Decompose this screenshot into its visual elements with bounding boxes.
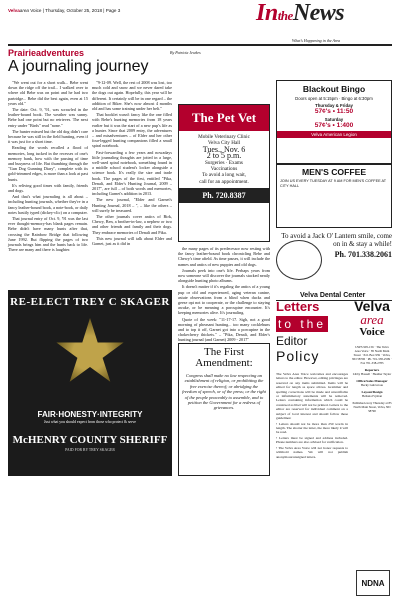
reporters-heading: Reporters <box>364 368 380 372</box>
pet-vet-line: To avoid a long wait, <box>202 172 246 179</box>
first-amendment-title: The First Amendment: <box>195 346 253 369</box>
policy-word: Policy <box>276 348 320 364</box>
paragraph: That booklet wasn't fancy like the one filled with Bebe's hunting memories from 18 years earlier but it was the start of a new pup's life as a hunter. Since that 2009 entry, the adventures – and misadventures – of Elder and her other four-legged hunting companions filled a small spiral notebook. <box>92 112 172 149</box>
paragraph: The other journals cover antics of Birk, Chewy, Ben, a brother-in-law, a nephew or two and other friends and family and their dogs. They embrace memories of Denali and Pika. <box>92 214 172 235</box>
dental-text: To avoid a Jack O' Lantern smile, come on in & stay a while! <box>281 232 392 249</box>
mens-coffee-body: JOIN US EVERY TUESDAY AT 9 AM FOR MEN'S COFFEE AT CITY HALL <box>280 179 387 188</box>
issue-brand: Velva <box>8 8 20 13</box>
masthead-rule <box>8 44 392 46</box>
bingo-day-2: Saturday <box>324 117 344 122</box>
bingo-footer: Velva American Legion <box>277 131 391 138</box>
campaign-disclaimer: PAID FOR BY TREY SKAGER <box>65 448 115 452</box>
policy-paragraph: • Letters should not be more than 250 words in length. The shorter the letter, the more likely it will be read. <box>276 421 348 435</box>
published-info: Published every Thursday at 85 North Main Street, Velva, ND 58790 <box>352 401 392 413</box>
sheriff-campaign-ad <box>8 290 172 476</box>
reporters: Libby Hassell · Heather Taylor <box>352 372 392 376</box>
pet-vet-body <box>179 131 269 188</box>
ndna-logo: NDNA <box>356 570 390 596</box>
pet-vet-title: The Pet Vet <box>179 105 269 131</box>
pet-vet-line: 2 to 5 p.m. <box>206 151 242 161</box>
mens-coffee-ad <box>276 164 392 228</box>
staff-address: USPS 905-156 · The Velva Area Voice · 85 North Main Street · P.O. Box 939 · Velva, ND 58790 · Ph. 701-338-2599 · Fax 701-338-2783 <box>352 345 392 365</box>
dental-phone: Ph. 701.338.2061 <box>334 250 392 260</box>
campaign-office: McHENRY COUNTY SHERIFF <box>12 434 168 446</box>
paragraph: It's reliving good times with family, friends and dogs. <box>8 182 88 194</box>
sheriff-star-icon <box>55 318 125 388</box>
paragraph: Reading the words recalled a flood of memories, long tucked in the recesses of one's memory bank, how with the passing of time and busyness of life. But thumbing through the "Gun Dog Gunning Diary", complete with its gold-trimmed edges, is more than a look at past hunts. <box>8 145 88 182</box>
bingo-price-2: 57¢'s • 1:400 <box>314 122 354 129</box>
paper-name-2: area <box>360 312 384 327</box>
bingo-price-1: 57¢'s • 11:50 <box>314 108 354 115</box>
letters-policy-text <box>276 372 348 460</box>
paragraph: It doesn't matter if it's regaling the antics of a young pup or old and experienced, aging veteran canine, astute observations from a blind when ducks and geese opt not to cooperate, or the challenge to staying awake, or be meaning a porcupine encounter. It's keeping memories alive. It's journaling. <box>178 284 270 316</box>
first-amendment-box <box>178 343 270 476</box>
paragraph: The new journal, "Elder and Garnet's Hunting Journal, 2018 – ", – like the others – will surely be treasured. <box>92 197 172 213</box>
policy-paragraph: • The Velva Area Voice will not honor requests to withhold names. We will not publish anonymous/unsigned letters. <box>276 446 348 459</box>
office-manager: Becky Gulsvavou <box>360 383 384 387</box>
jack-o-lantern-icon <box>276 240 322 280</box>
paper-logo <box>352 300 392 338</box>
bingo-sub: Doors open at 5:15pm · Bingo at 6:30pm <box>295 96 373 101</box>
article-column-2 <box>92 80 172 247</box>
issue-details: Voice | Thursday, October 25, 2018 | Page 3 <box>30 8 121 13</box>
mens-coffee-title: MEN'S COFFEE <box>277 167 391 177</box>
headline: A journaling journey <box>8 58 149 75</box>
paragraph: That journal entry of Oct. 9, '91 was the last ever thought-memory-has blank pages remain. Bebe didn't have many hunts after that, crossing the Rainbow Bridge that following June 1992. But flipping the pages of two journals brings him and the hunts back to life. There are many and there is laughter. <box>8 216 88 253</box>
paper-name-3: Voice <box>359 326 385 338</box>
layout-heading: Layout/Design <box>361 390 383 394</box>
blackout-bingo-ad <box>276 80 392 164</box>
campaign-tagline: Just what you should expect from those who protect & serve <box>44 420 136 424</box>
byline: By Patricia Jewkes <box>170 50 201 55</box>
letters-policy-heading <box>276 300 350 364</box>
paragraph: Fast-forwarding a few years and nowadays little journaling thoughts are jotted in a large, well-used spiral notebook, something found in a middle school student's locker alongside a science book. It's really the size and trade book. The pages of the first, entitled "Pika, Denali, and Elder's Hunting Journal, 2009 – 2017", are full – of both words and memories, including Garnet's addition in 2013. <box>92 149 172 197</box>
policy-paragraph: The Velva Area Voice welcomes and encourages letters to the editor. However, editing privileges are reserved on any items submitted. Items will be edited for length as space allows. Grammar and spelling corrections will be made and unverifiable or inflammatory statements will be removed. Letters containing information which could be construed as libel will not be printed. Letters to the editor are reserved for individual comment on a subject of local interest and should follow these guidelines: <box>276 372 348 421</box>
issue-brand-accent: area <box>19 8 29 13</box>
paragraph: "We went out for a short walk... Bebe went down the ridge off the trail... I walked over to where old Bebe was on point and he had two partridge... Bebe did the best again, even at 15 years old." <box>8 80 88 106</box>
logo-news: News <box>292 0 345 26</box>
issue-line <box>8 8 120 13</box>
layout-designer: Heliana Fryman <box>361 394 383 398</box>
pet-vet-line: call for an appointment. <box>199 178 249 185</box>
paragraph: Quote of the week: "11-17-17. Sigh, not a good morning of pheasant hunting... too many cocklebuns and to top it off, Garnet got into a porcupine in the chokecherry thickets." – "Pika, Denali, and Elder's hunting journal (and Garnet) 2009 - 2017" <box>178 316 270 343</box>
campaign-title: RE-ELECT TREY C SKAGER <box>10 296 170 308</box>
office-heading: Office/Sales Manager <box>356 379 388 383</box>
pet-vet-line: Velva City Hall <box>207 140 241 147</box>
pet-vet-line: Surgeries · Exams <box>205 159 243 166</box>
section-logo <box>256 0 344 27</box>
paragraph: And that's what journaling is all about – including hunting journals, whether they're in a fancy leather-bound book, a note-book, or daily notes hastily typed (dickey-clic) on a computer. <box>8 194 88 215</box>
logo-in: In <box>256 0 278 26</box>
paragraph: "9-12-09. Well, the rest of 2008 was lost, too much cold and snow and we never dared take the dogs out again. Hopefully, this year will be different. It certainly will be in one regard – the addition of Biker. She's now almost 4 months old and has some training under her belt." <box>92 80 172 112</box>
pet-vet-line: Mobile Veterinary Clinic <box>198 134 250 140</box>
dental-name: Velva Dental Center <box>300 292 366 299</box>
pet-vet-phone: Ph. 720.8387 <box>179 188 269 203</box>
bingo-title: Blackout Bingo <box>302 84 366 94</box>
paragraph: The hunter missed but the old dog didn't care because he was still in the field hunting, even if it was just for a short time. <box>8 128 88 145</box>
editor-word: Editor <box>276 334 308 348</box>
paragraph: This new journal will talk about Elder and Garnet, just as it did in <box>92 235 172 247</box>
campaign-subtitle: FAIR·HONESTY·INTEGRITY <box>37 410 143 419</box>
pet-vet-line: Vaccinations <box>210 166 238 173</box>
pet-vet-ad <box>178 104 270 242</box>
article-column-3 <box>178 246 270 344</box>
pet-vet-line: Tues., Nov. 6 <box>202 144 246 154</box>
staff-box <box>352 345 392 413</box>
logo-the: the <box>277 8 293 23</box>
first-amendment-text: Congress shall make no law respecting an establishment of religion, or prohibiting the free exercise thereof; or abridging the freedom of speech, or of the press; or the right of the people peaceably to assemble, and to petition the Government for a redress of grievances. <box>182 373 266 411</box>
to-the-word: to the <box>278 317 327 331</box>
letters-word: Letters <box>276 299 320 314</box>
policy-paragraph: • Letters must be signed and address included. Phone numbers are also advised for verification. <box>276 436 348 445</box>
paragraph: The date: Oct. 9, '91, was scrawled in the leather-bound book. The weather was sunny. Bebe had one point but no retrieves. The next entry under "Birds" read "none." <box>8 107 88 128</box>
tagline: What's Happening in the Area <box>292 38 341 43</box>
paragraph: Journals peek into one's life. Perhaps years from now someone will discover the journals stacked neatly alongside hunting photo albums. <box>178 267 270 284</box>
section-title: Prairieadventures <box>8 48 85 58</box>
paragraph: the many pages of its predecessor now resting with the fancy leather-bound book chronicling Bebe and Chewy's time afield. As time passes, it will include the names and antics of new puppies and old dogs. <box>178 246 270 267</box>
bingo-day-1: Thursday & Friday <box>315 103 353 108</box>
article-column-1 <box>8 80 88 254</box>
paper-name-1: Velva <box>354 298 390 314</box>
